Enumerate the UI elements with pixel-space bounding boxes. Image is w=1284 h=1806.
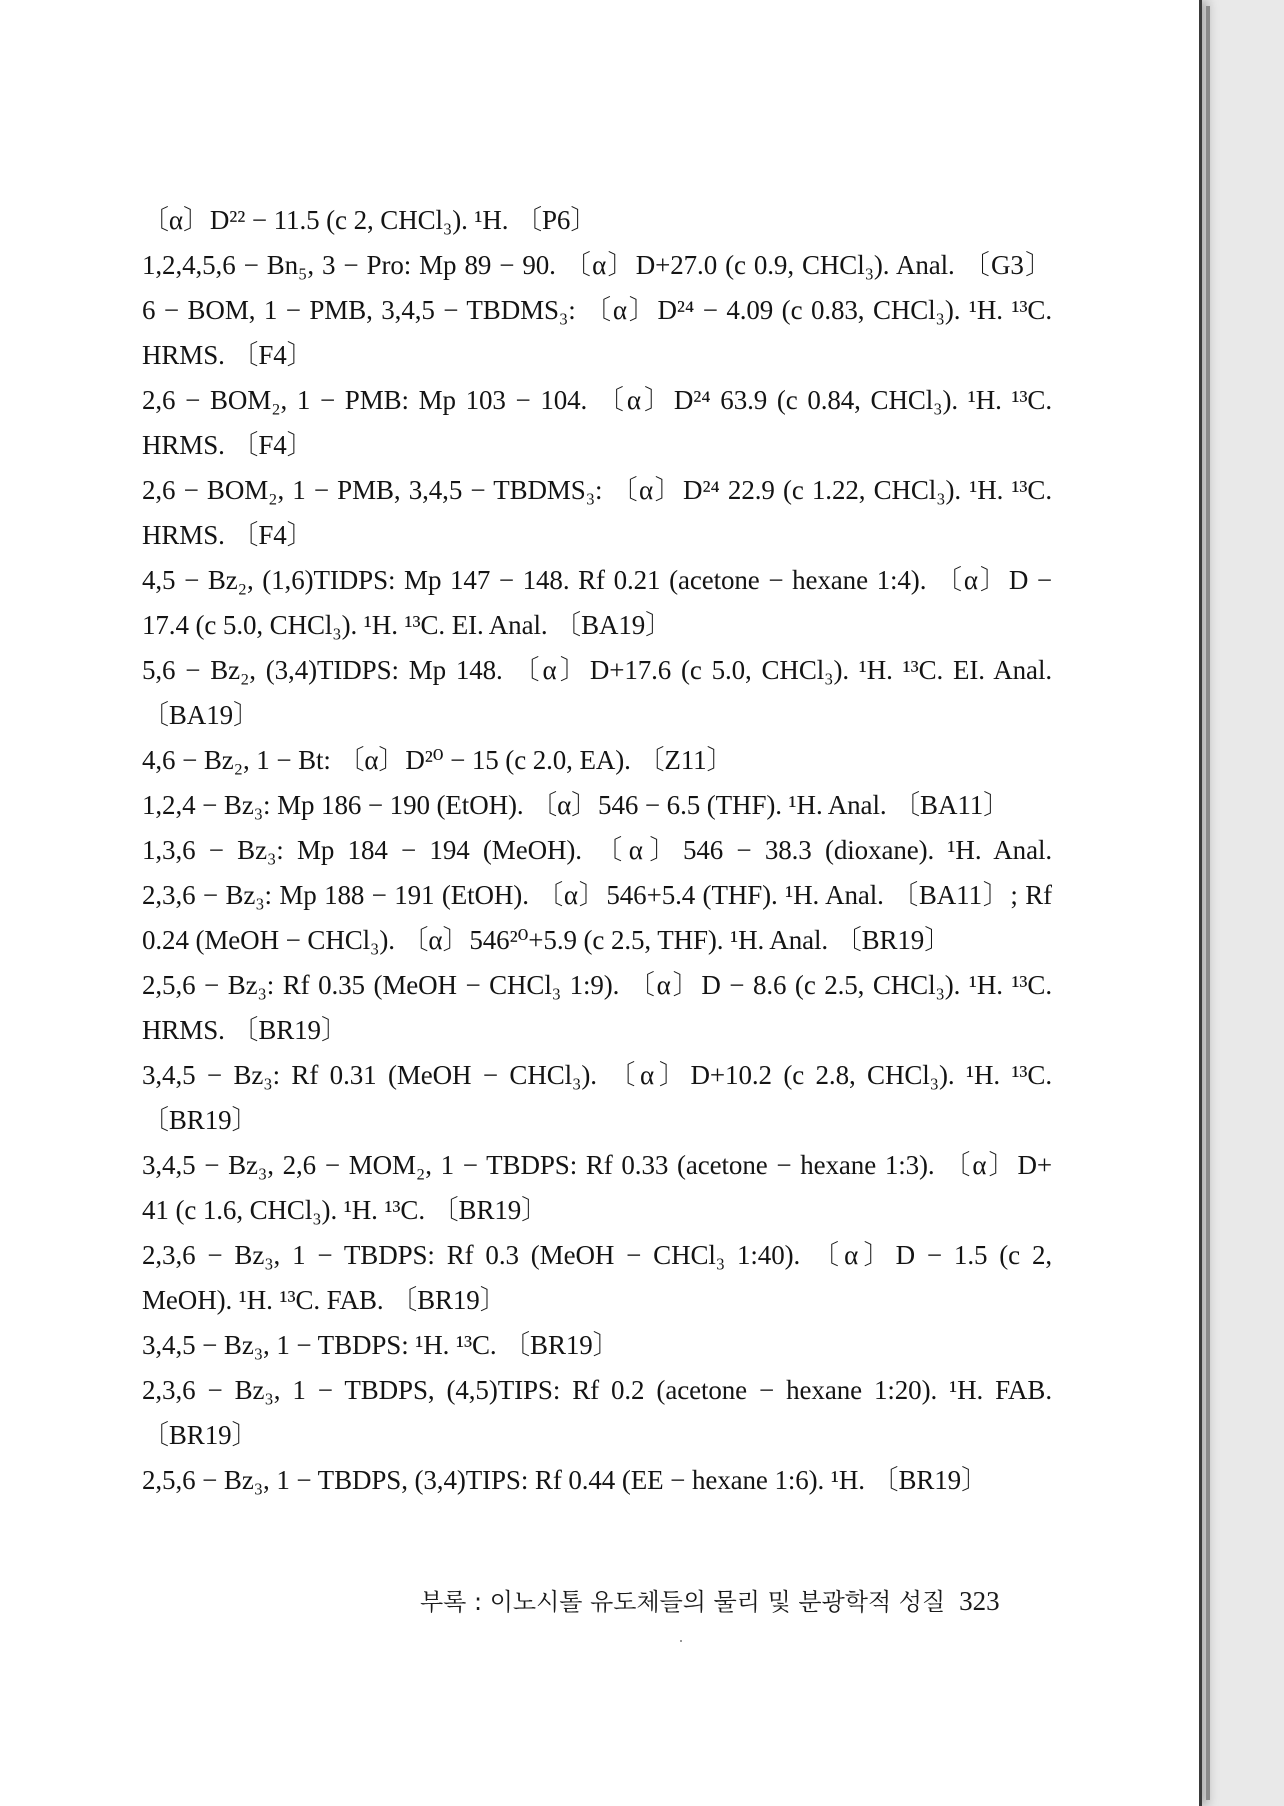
text-line: HRMS. 〔F4〕: [142, 340, 314, 370]
page-number: 323: [959, 1586, 1000, 1616]
text-line: 41 (c 1.6, CHCl₃). ¹H. ¹³C. 〔BR19〕: [142, 1195, 549, 1225]
text-line: 2,6 − BOM₂, 1 − PMB, 3,4,5 − TBDMS₃: 〔α〕D²⁴ 22.9 (c 1.22, CHCl₃). ¹H. ¹³C.: [142, 475, 1052, 505]
text-line: HRMS. 〔F4〕: [142, 430, 314, 460]
text-line: MeOH). ¹H. ¹³C. FAB. 〔BR19〕: [142, 1285, 507, 1315]
text-line: 6 − BOM, 1 − PMB, 3,4,5 − TBDMS₃: 〔α〕D²⁴ − 4.09 (c 0.83, CHCl₃). ¹H. ¹³C.: [142, 295, 1052, 325]
scan-speck: [680, 1640, 682, 1642]
text-line: 4,6 − Bz₂, 1 − Bt: 〔α〕D²⁰ − 15 (c 2.0, EA). 〔Z11〕: [142, 745, 734, 775]
text-line: 2,3,6 − Bz₃: Mp 188 − 191 (EtOH). 〔α〕546+5.4 (THF). ¹H. Anal. 〔BA11〕; Rf: [142, 880, 1052, 910]
text-line: 3,4,5 − Bz₃: Rf 0.31 (MeOH − CHCl₃). 〔α〕D+10.2 (c 2.8, CHCl₃). ¹H. ¹³C.: [142, 1060, 1052, 1090]
text-line: 2,5,6 − Bz₃: Rf 0.35 (MeOH − CHCl₃ 1:9). 〔α〕D − 8.6 (c 2.5, CHCl₃). ¹H. ¹³C.: [142, 970, 1052, 1000]
text-line: 〔BR19〕: [142, 1420, 259, 1450]
text-line: 0.24 (MeOH − CHCl₃). 〔α〕546²⁰+5.9 (c 2.5, THF). ¹H. Anal. 〔BR19〕: [142, 925, 952, 955]
compound-data-listing: [142, 198, 1052, 1503]
text-line: 4,5 − Bz₂, (1,6)TIDPS: Mp 147 − 148. Rf 0.21 (acetone − hexane 1:4). 〔α〕D −: [142, 565, 1052, 595]
text-line: HRMS. 〔BR19〕: [142, 1015, 348, 1045]
text-line: 1,3,6 − Bz₃: Mp 184 − 194 (MeOH). 〔α〕546 − 38.3 (dioxane). ¹H. Anal.: [142, 835, 1052, 865]
text-line: 2,6 − BOM₂, 1 − PMB: Mp 103 − 104. 〔α〕D²⁴ 63.9 (c 0.84, CHCl₃). ¹H. ¹³C.: [142, 385, 1052, 415]
page-footer: [420, 1582, 1020, 1617]
text-line: 17.4 (c 5.0, CHCl₃). ¹H. ¹³C. EI. Anal. 〔BA19〕: [142, 610, 673, 640]
text-line: 1,2,4,5,6 − Bn₅, 3 − Pro: Mp 89 − 90. 〔α〕D+27.0 (c 0.9, CHCl₃). Anal. 〔G3〕: [142, 250, 1052, 280]
text-line: 5,6 − Bz₂, (3,4)TIDPS: Mp 148. 〔α〕D+17.6 (c 5.0, CHCl₃). ¹H. ¹³C. EI. Anal.: [142, 655, 1052, 685]
text-line: 2,5,6 − Bz₃, 1 − TBDPS, (3,4)TIPS: Rf 0.44 (EE − hexane 1:6). ¹H. 〔BR19〕: [142, 1465, 988, 1495]
text-line: 3,4,5 − Bz₃, 1 − TBDPS: ¹H. ¹³C. 〔BR19〕: [142, 1330, 620, 1360]
text-line: 2,3,6 − Bz₃, 1 − TBDPS, (4,5)TIPS: Rf 0.2 (acetone − hexane 1:20). ¹H. FAB.: [142, 1375, 1052, 1405]
text-line: 〔α〕D²² − 11.5 (c 2, CHCl₃). ¹H. 〔P6〕: [142, 205, 598, 235]
text-line: HRMS. 〔F4〕: [142, 520, 314, 550]
text-line: 〔BA19〕: [142, 700, 260, 730]
text-line: 〔BR19〕: [142, 1105, 259, 1135]
page-edge: [1206, 6, 1210, 1800]
text-line: 1,2,4 − Bz₃: Mp 186 − 190 (EtOH). 〔α〕546 − 6.5 (THF). ¹H. Anal. 〔BA11〕: [142, 790, 1011, 820]
text-line: 3,4,5 − Bz₃, 2,6 − MOM₂, 1 − TBDPS: Rf 0.33 (acetone − hexane 1:3). 〔α〕D+: [142, 1150, 1052, 1180]
footer-title: 부록 : 이노시톨 유도체들의 물리 및 분광학적 성질: [420, 1588, 946, 1616]
text-line: 2,3,6 − Bz₃, 1 − TBDPS: Rf 0.3 (MeOH − CHCl₃ 1:40). 〔α〕D − 1.5 (c 2,: [142, 1240, 1052, 1270]
